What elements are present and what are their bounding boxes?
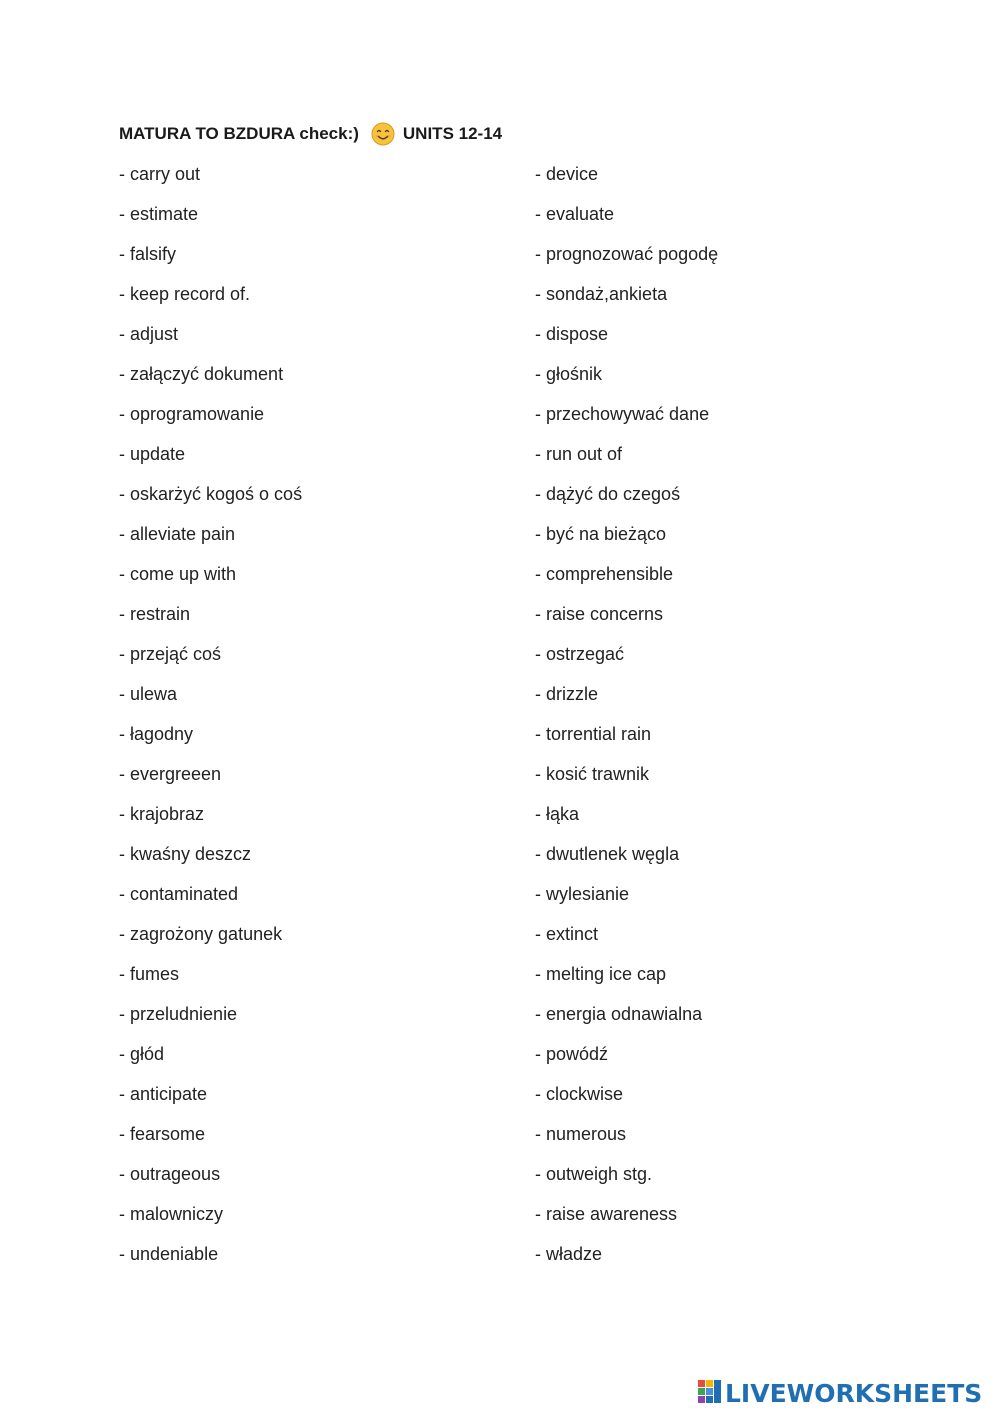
left-vocabulary-column bbox=[119, 160, 519, 1280]
vocabulary-item: - estimate bbox=[119, 204, 199, 224]
vocabulary-item: - torrential rain bbox=[535, 724, 652, 744]
vocabulary-item: - przejąć coś bbox=[119, 644, 222, 664]
worksheet-title bbox=[119, 120, 502, 148]
vocabulary-item: - evergreeen bbox=[119, 764, 222, 784]
vocabulary-item: - być na bieżąco bbox=[535, 524, 667, 544]
vocabulary-item: - update bbox=[119, 444, 186, 464]
vocabulary-item: - carry out bbox=[119, 164, 201, 184]
vocabulary-item: - władze bbox=[535, 1244, 603, 1264]
vocabulary-item: - contaminated bbox=[119, 884, 239, 904]
vocabulary-item: - restrain bbox=[119, 604, 191, 624]
right-vocabulary-column bbox=[535, 160, 935, 1280]
vocabulary-item: - fumes bbox=[119, 964, 180, 984]
vocabulary-item: - kosić trawnik bbox=[535, 764, 650, 784]
title-right-text: UNITS 12-14 bbox=[402, 124, 503, 143]
brand-text: LIVEWORKSHEETS bbox=[725, 1378, 983, 1408]
vocabulary-item: - device bbox=[535, 164, 599, 184]
smiling-face-icon bbox=[371, 122, 395, 146]
vocabulary-item: - oprogramowanie bbox=[119, 404, 265, 424]
vocabulary-item: - melting ice cap bbox=[535, 964, 667, 984]
vocabulary-item: - comprehensible bbox=[535, 564, 674, 584]
title-left-text: MATURA TO BZDURA check:) bbox=[119, 124, 359, 143]
vocabulary-item: - adjust bbox=[119, 324, 179, 344]
liveworksheets-logo-icon bbox=[697, 1378, 723, 1408]
vocabulary-item: - anticipate bbox=[119, 1084, 208, 1104]
vocabulary-item: - run out of bbox=[535, 444, 623, 464]
vocabulary-item: - dispose bbox=[535, 324, 609, 344]
vocabulary-item: - zagrożony gatunek bbox=[119, 924, 283, 944]
vocabulary-item: - głośnik bbox=[535, 364, 603, 384]
vocabulary-item: - wylesianie bbox=[535, 884, 630, 904]
vocabulary-item: - outweigh stg. bbox=[535, 1164, 653, 1184]
vocabulary-item: - numerous bbox=[535, 1124, 627, 1144]
vocabulary-item: - undeniable bbox=[119, 1244, 219, 1264]
vocabulary-item: - clockwise bbox=[535, 1084, 624, 1104]
vocabulary-item: - przechowywać dane bbox=[535, 404, 710, 424]
vocabulary-item: - falsify bbox=[119, 244, 177, 264]
vocabulary-item: - kwaśny deszcz bbox=[119, 844, 252, 864]
vocabulary-item: - alleviate pain bbox=[119, 524, 236, 544]
vocabulary-item: - oskarżyć kogoś o coś bbox=[119, 484, 303, 504]
vocabulary-item: - powódź bbox=[535, 1044, 609, 1064]
vocabulary-item: - keep record of. bbox=[119, 284, 251, 304]
vocabulary-item: - fearsome bbox=[119, 1124, 206, 1144]
vocabulary-item: - dwutlenek węgla bbox=[535, 844, 680, 864]
vocabulary-item: - extinct bbox=[535, 924, 599, 944]
vocabulary-item: - prognozować pogodę bbox=[535, 244, 719, 264]
vocabulary-item: - ulewa bbox=[119, 684, 178, 704]
liveworksheets-brand bbox=[697, 1376, 982, 1410]
vocabulary-item: - evaluate bbox=[535, 204, 615, 224]
vocabulary-item: - raise concerns bbox=[535, 604, 664, 624]
vocabulary-item: - łąka bbox=[535, 804, 580, 824]
vocabulary-item: - łagodny bbox=[119, 724, 194, 744]
vocabulary-item: - sondaż,ankieta bbox=[535, 284, 668, 304]
vocabulary-item: - głód bbox=[119, 1044, 165, 1064]
vocabulary-item: - załączyć dokument bbox=[119, 364, 284, 384]
vocabulary-item: - raise awareness bbox=[535, 1204, 678, 1224]
vocabulary-item: - ostrzegać bbox=[535, 644, 625, 664]
vocabulary-item: - dążyć do czegoś bbox=[535, 484, 681, 504]
vocabulary-item: - come up with bbox=[119, 564, 237, 584]
vocabulary-item: - malowniczy bbox=[119, 1204, 224, 1224]
vocabulary-item: - drizzle bbox=[535, 684, 599, 704]
vocabulary-item: - krajobraz bbox=[119, 804, 205, 824]
vocabulary-item: - outrageous bbox=[119, 1164, 221, 1184]
vocabulary-item: - przeludnienie bbox=[119, 1004, 238, 1024]
vocabulary-item: - energia odnawialna bbox=[535, 1004, 703, 1024]
